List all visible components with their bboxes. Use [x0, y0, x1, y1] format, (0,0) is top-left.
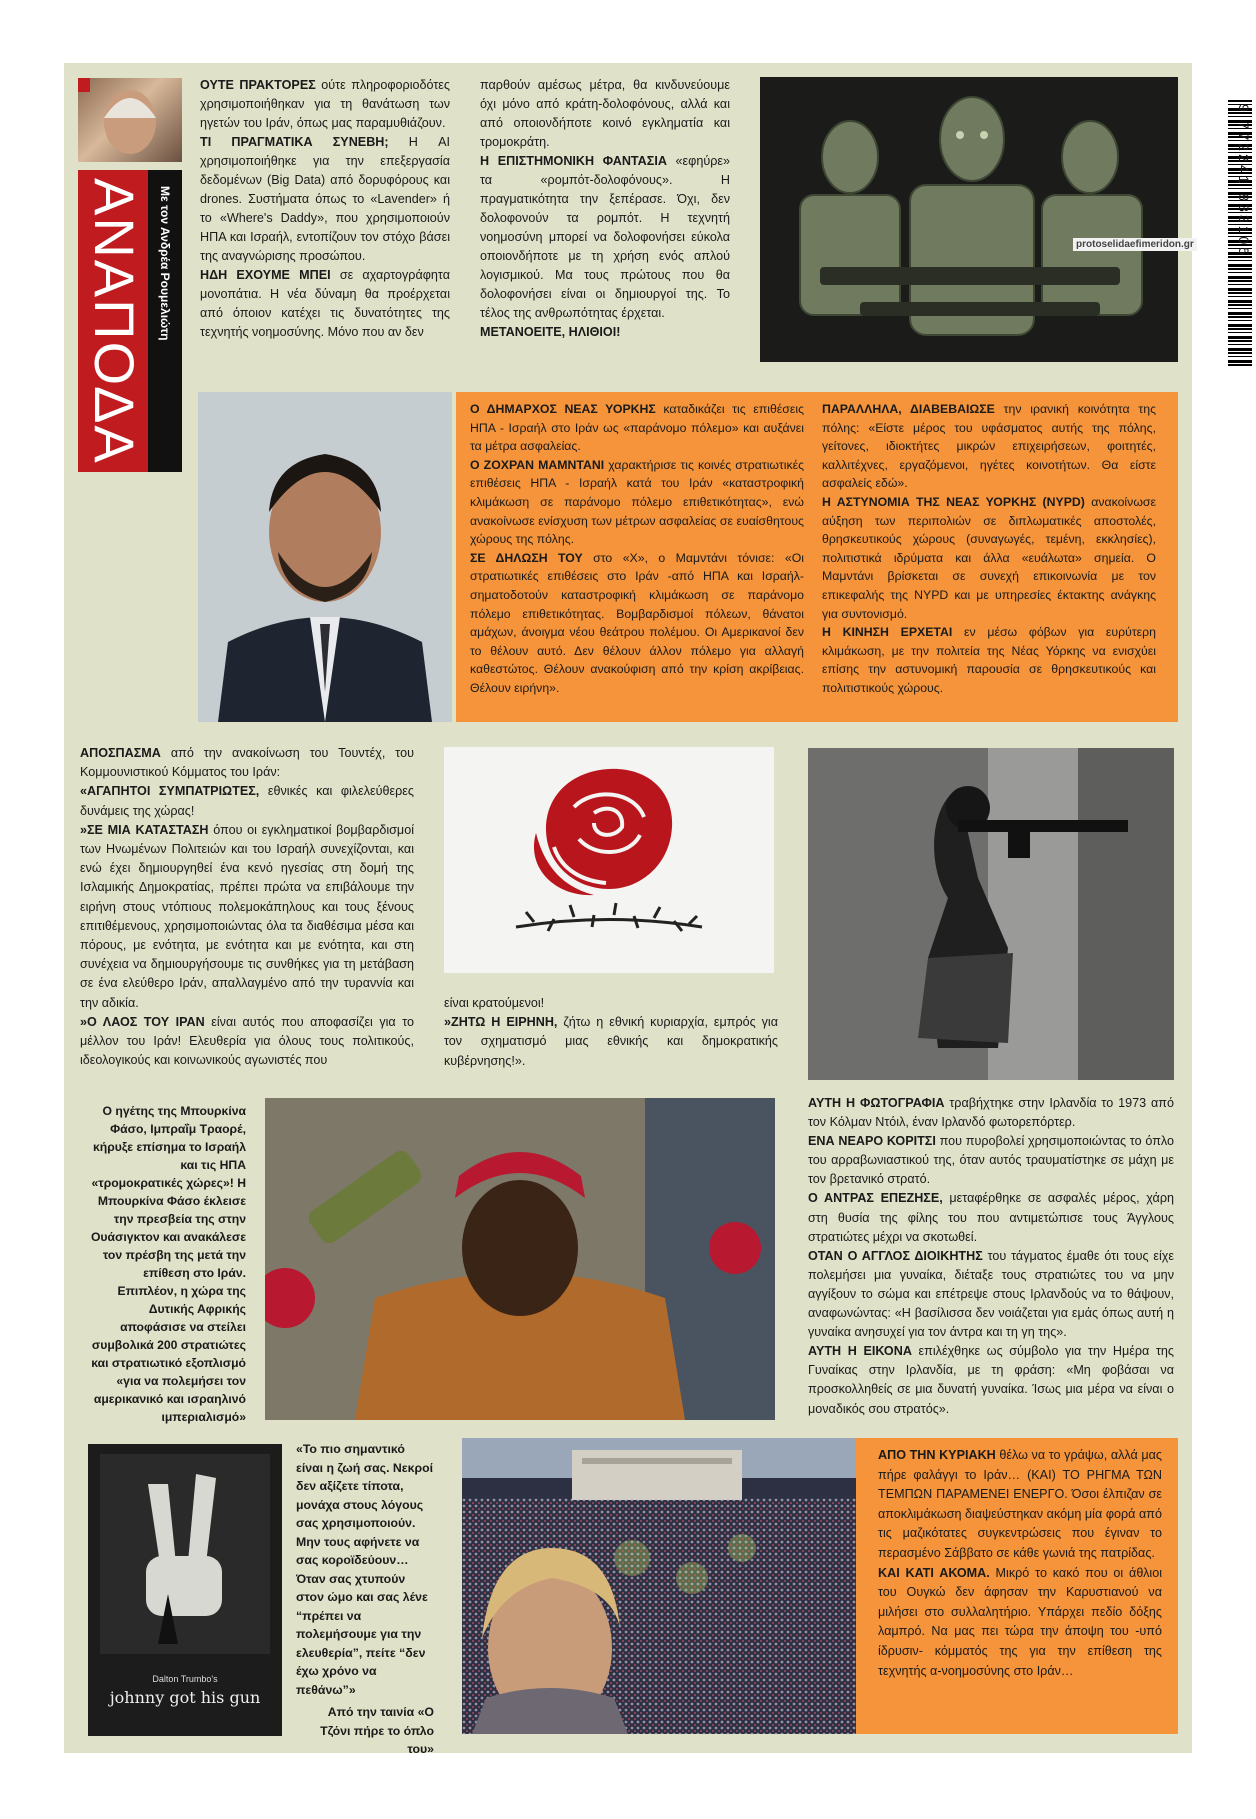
rifle-woman-image [808, 748, 1174, 1080]
nyc-para-1: Ο ΔΗΜΑΡΧΟΣ ΝΕΑΣ ΥΟΡΚΗΣ καταδικάζει τις επιθέσεις ΗΠΑ - Ισραήλ στο Ιράν ως «παράνομο πόλεμο» και αυξάνει τα μέτρα ασφαλείας. [470, 402, 805, 454]
ai-cont-2: Η ΕΠΙΣΤΗΜΟΝΙΚΗ ΦΑΝΤΑΣΙΑ «εφηύρε» τα «ρομπότ-δολοφόνους». Η πραγματικότητα την ξεπέρασε. Όχι, δεν δολοφονούν τα ρομπότ. Η τεχνητή νοημοσύνη μπορεί να δολοφονήσει εύκολα οποιονδήποτε με τη χρήση ενός απλού λογισμικού. Μα τους πρώτους που θα δολοφονήσει είναι οι δημιουργοί της. Το τέλος της ανθρωπότητας έρχεται. [480, 154, 730, 320]
barcode-digits: 9 772241 833105 [1236, 104, 1252, 258]
tudeh-article-col2 [444, 994, 778, 1071]
tempi-para-1: ΑΠΟ ΤΗΝ ΚΥΡΙΑΚΗ θέλω να το γράψω, αλλά μας πήρε φαλάγγι το Ιράν… (ΚΑΙ) ΤΟ ΡΗΓΜΑ ΤΩΝ ΤΕΜΠΩΝ ΠΑΡΑΜΕΝΕΙ ΕΝΕΡΓΟ. Όσοι έλπιζαν σε αποκλιμάκωση διαψεύστηκαν ακόμη μία φορά από τις μαζικότατες συγκεντρώσεις που έγιναν το περασμένο Σάββατο σε κάθε γωνιά της πατρίδας. [878, 1448, 1163, 1560]
tudeh-cont-2: »ΖΗΤΩ Η ΕΙΡΗΝΗ, ζήτω η εθνική κυριαρχία, εμπρός για τον σχηματισμό μιας εθνικής και δημοκρατικής κυβέρνησης!». [444, 1015, 779, 1068]
tudeh-article-col1 [80, 744, 414, 1070]
tudeh-para-4: »Ο ΛΑΟΣ ΤΟΥ ΙΡΑΝ είναι αυτός που αποφασίζει για το μέλλον του Ιράν! Ελευθερία για όλους τους πολιτικούς, ιδεολογικούς και κοινωνικούς αγωνιστές που [80, 1014, 414, 1068]
tudeh-para-3: »ΣΕ ΜΙΑ ΚΑΤΑΣΤΑΣΗ όπου οι εγκληματικοί βομβαρδισμοί των Ηνωμένων Πολιτειών και του Ισραήλ συνεχίζονται, και ενώ έχει δημιουργηθεί ένα κενό ηγεσίας στη δομή της Ισλαμικής Δημοκρατίας, πρέπει πρώτα να επιβάλουμε την ειρήνη στους ντόπιους πολεμοκάπηλους και τους ξένους επιτιθέμενους, χρησιμοποιώντας όλα τα διαθέσιμα μέσα και πόρους, με ενότητα, με ενότητα και με ενότητα, και στη συνέχεια να δημιουργήσουμε τις συνθήκες για τη μετάβαση σε ένα ελεύθερο Ιράν, απαλλαγμένο από την τυραννία και την αδικία. [80, 822, 414, 1010]
ireland-para-1: ΑΥΤΗ Η ΦΩΤΟΓΡΑΦΙΑ τραβήχτηκε στην Ιρλανδία το 1973 από τον Κόλμαν Ντόιλ, έναν Ιρλανδό φωτορεπόρτερ. [808, 1096, 1174, 1130]
ireland-para-4: ΟΤΑΝ Ο ΑΓΓΛΟΣ ΔΙΟΙΚΗΤΗΣ του τάγματος έμαθε ότι τους είχε πολεμήσει μια γυναίκα, διέταξε τους στρατιώτες του να μην αγγίξουν το σώμα και επέτρεψε στους Ιρλανδούς να το θάψουν, αναφωνώντας: «Η βασίλισσα δεν νοιάζεται για εμάς όπως αυτή η γυναίκα ανησυχεί για τον άντρα και τη γη της». [808, 1248, 1174, 1340]
robots-photo [760, 77, 1178, 362]
peace-hand-icon [88, 1444, 282, 1666]
nyc-para-5: Η ΑΣΤΥΝΟΜΙΑ ΤΗΣ ΝΕΑΣ ΥΟΡΚΗΣ (NYPD) ανακοίνωσε αύξηση των περιπολιών σε διπλωματικές αποστολές, θρησκευτικούς χώρους (συναγωγές, τεμένη, εκκλησίες), πολιτιστικά ιδρύματα και άλλα «ευάλωτα» σημεία. Ο Μαμντάνι βρίσκεται σε συνεχή επικοινωνία με τον επικεφαλής της NYPD και με υπηρεσίες έκτακτης ανάγκης για συντονισμό. [822, 494, 1156, 621]
columnist-photo [78, 78, 182, 162]
mamdani-image [198, 392, 452, 722]
syntagma-crowd-image [462, 1438, 856, 1734]
column-title: ΑΝΑΠΟΔΑ [83, 178, 146, 465]
ireland-para-2: ΕΝΑ ΝΕΑΡΟ ΚΟΡΙΤΣΙ που πυροβολεί χρησιμοποιώντας το όπλο του αρραβωνιαστικού της, όταν αυτός τραυματίστηκε σε μάχη με τον βρετανικό στρατό. [808, 1134, 1174, 1187]
robots-image [760, 77, 1178, 362]
ai-cont-1: παρθούν αμέσως μέτρα, θα κινδυνεύουμε όχι μόνο από κράτη-δολοφόνους, αλλά και από οποιονδήποτε κοινό εγκληματία και τρομοκράτη. [480, 78, 730, 149]
movie-quote [296, 1440, 434, 1759]
ireland-para-3: Ο ΑΝΤΡΑΣ ΕΠΕΖΗΣΕ, μεταφέρθηκε σε ασφαλές μέρος, χάρη στη θυσία της φίλης του που αντιμετώπισε τους Άγγλους στρατιώτες μέχρι να σκοτωθεί. [808, 1191, 1174, 1244]
ai-para-1: ΟΥΤΕ ΠΡΑΚΤΟΡΕΣ ούτε πληροφοριοδότες χρησιμοποιήθηκαν για τη θανάτωση των ηγετών του Ιράν, όπως μας παραμυθιάζουν. [200, 78, 450, 130]
rose-icon [444, 747, 774, 973]
rifle-woman-photo [808, 748, 1174, 1080]
nyc-para-4: ΠΑΡΑΛΛΗΛΑ, ΔΙΑΒΕΒΑΙΩΣΕ την ιρανική κοινότητα της πόλης: «Είστε μέρος του υφάσματος αυτής της πόλης, γείτονες, ιδιοκτήτες μικρών επιχειρήσεων, φοιτητές, καλλιτέχνες, εργαζόμενοι, ηγέτες κοινοτήτων. Θα είστε ασφαλείς εδώ». [822, 402, 1156, 491]
columnist-face-image [78, 78, 182, 162]
syntagma-crowd-photo [462, 1438, 856, 1734]
poster-author: Dalton Trumbo's [152, 1674, 218, 1684]
nyc-para-2: Ο ΖΟΧΡΑΝ ΜΑΜΝΤΑΝΙ χαρακτήρισε τις κοινές στρατιωτικές επιθέσεις ΗΠΑ - Ισραήλ κατά του Ιράν «καταστροφική κλιμάκωση σε παράνομο πόλεμο επιθετικότητας», ενώ ανακοίνωσε ενίσχυση των μέτρων ασφαλείας σε ευαίσθητους χώρους της πόλης. [470, 457, 804, 547]
nyc-para-6: Η ΚΙΝΗΣΗ ΕΡΧΕΤΑΙ εν μέσω φόβων για ευρύτερη κλιμάκωση, με την πολιτεία της Νέας Υόρκης να ενισχύει επίσης την αστυνομική παρουσία σε θρησκευτικούς και πολιτιστικούς χώρους. [822, 625, 1156, 695]
mamdani-photo [198, 392, 452, 722]
tempi-article [878, 1446, 1162, 1681]
ireland-para-5: ΑΥΤΗ Η ΕΙΚΟΝΑ επιλέχθηκε ως σύμβολο για την Ημέρα της Γυναίκας στην Ιρλανδία, με τη φράση: «Μη φοβάσαι να προσκολληθείς σε μια δυνατή γυναίκα. Ίσως μια μέρα να είναι ο μοναδικός σου στρατός». [808, 1344, 1174, 1416]
poster-title: johnny got his gun [109, 1688, 261, 1707]
ai-cont-3: ΜΕΤΑΝΟΕΙΤΕ, ΗΛΙΘΙΟΙ! [480, 325, 621, 339]
ai-article-col1 [200, 76, 450, 342]
ai-para-3: ΗΔΗ ΕΧΟΥΜΕ ΜΠΕΙ σε αχαρτογράφητα μονοπάτια. Η νέα δύναμη θα προέρχεται από όποιον κατέχει τις δυνατότητες της τεχνητής νοημοσύνης. Μόνο που αν δεν [200, 268, 451, 339]
column-title-bar [78, 170, 182, 472]
ireland-article [808, 1094, 1174, 1419]
movie-quote-source: Από την ταινία «Ο Τζόνι πήρε το όπλο του» [320, 1705, 434, 1756]
nyc-para-3: ΣΕ ΔΗΛΩΣΗ ΤΟΥ στο «Χ», ο Μαμντάνι τόνισε: «Οι στρατιωτικές επιθέσεις στο Ιράν -από ΗΠΑ και Ισραήλ- σηματοδοτούν καταστροφική κλιμάκωση σε παράνομο πόλεμο επιθετικότητας. Βομβαρδισμοί πόλεων, θάνατοι αμάχων, άνοιγμα νέου θεάτρου πολέμου. Οι Αμερικανοί δεν το θέλουν αυτό. Δεν θέλουν άλλον πόλεμο για αλλαγή καθεστώτος. Θέλουν ανακούφιση από την κρίση ακρίβειας. Θέλουν ειρήνη». [470, 550, 804, 695]
ai-para-2: ΤΙ ΠΡΑΓΜΑΤΙΚΑ ΣΥΝΕΒΗ; Η AI χρησιμοποιήθηκε για την επεξεργασία δεδομένων (Big Data) από δορυφόρους και drones. Συστήματα όπως το «Lavender» ή το «Where's Daddy», που χρησιμοποιούν ΗΠΑ και Ισραήλ, εντοπίζουν τον στόχο βάσει της αναγνώρισης προσώπου. [200, 135, 450, 263]
nyc-article-col2 [822, 400, 1156, 698]
movie-poster [88, 1444, 282, 1736]
tudeh-para-1: ΑΠΟΣΠΑΣΜΑ από την ανακοίνωση του Τουντέχ, του Κομμουνιστικού Κόμματος του Ιράν: [80, 746, 414, 780]
burkina-caption: Ο ηγέτης της Μπουρκίνα Φάσο, Ιμπραΐμ Τραορέ, κήρυξε επίσημα το Ισραήλ και τις ΗΠΑ «τρομοκρατικές χώρες»! Η Μπουρκίνα Φάσο έκλεισε την πρεσβεία της στην Ουάσιγκτον και ανακάλεσε τον πρέσβη της μετά την επίθεση στο Ιράν. Επιπλέον, η χώρα της Δυτικής Αφρικής αποφάσισε να στείλει συμβολικά 200 στρατιώτες και στρατιωτικό εξοπλισμό «για να πολεμήσει τον αμερικανικό και ισραηλινό ιμπεριαλισμό» [90, 1104, 246, 1424]
traore-image [265, 1098, 775, 1420]
ai-article-col2 [480, 76, 730, 342]
tempi-para-2: ΚΑΙ ΚΑΤΙ ΑΚΟΜΑ. Μικρό το κακό που οι άθλιοι του Ουγκώ δεν άφησαν την Καρυστιανού να μιλήσει στο συλλαλητήριο. Υπάρχει πεδίο δόξης λαμπρό. Να μας πει τώρα την άποψη του -υπό ίδρυσιν- κόμματός της για την επίθεση της τεχνητής α-νοημοσύνης στο Ιράν… [878, 1565, 1162, 1678]
traore-photo [265, 1098, 775, 1420]
watermark: protoselidaefimeridon.gr [1073, 238, 1197, 251]
rose-emblem [444, 747, 774, 973]
movie-quote-text: «Το πιο σημαντικό είναι η ζωή σας. Νεκροί δεν αξίζετε τίποτα, μονάχα στους λόγους σας χρησιμοποιούν. Μην τους αφήνετε να σας κοροϊδεύουν… Όταν σας χτυπούν στον ώμο και σας λένε “πρέπει να πολεμήσουμε για την ελευθερία”, πείτε “δεν έχω χρόνο να πεθάνω”» [296, 1442, 434, 1697]
tudeh-para-2: «ΑΓΑΠΗΤΟΙ ΣΥΜΠΑΤΡΙΩΤΕΣ, εθνικές και φιλελεύθερες δυνάμεις της χώρας! [80, 784, 414, 818]
nyc-article-col1 [470, 400, 804, 698]
tudeh-cont-1: είναι κρατούμενοι! [444, 996, 545, 1010]
column-byline: Με τον Ανδρέα Ρουμελιώτη [158, 186, 172, 341]
